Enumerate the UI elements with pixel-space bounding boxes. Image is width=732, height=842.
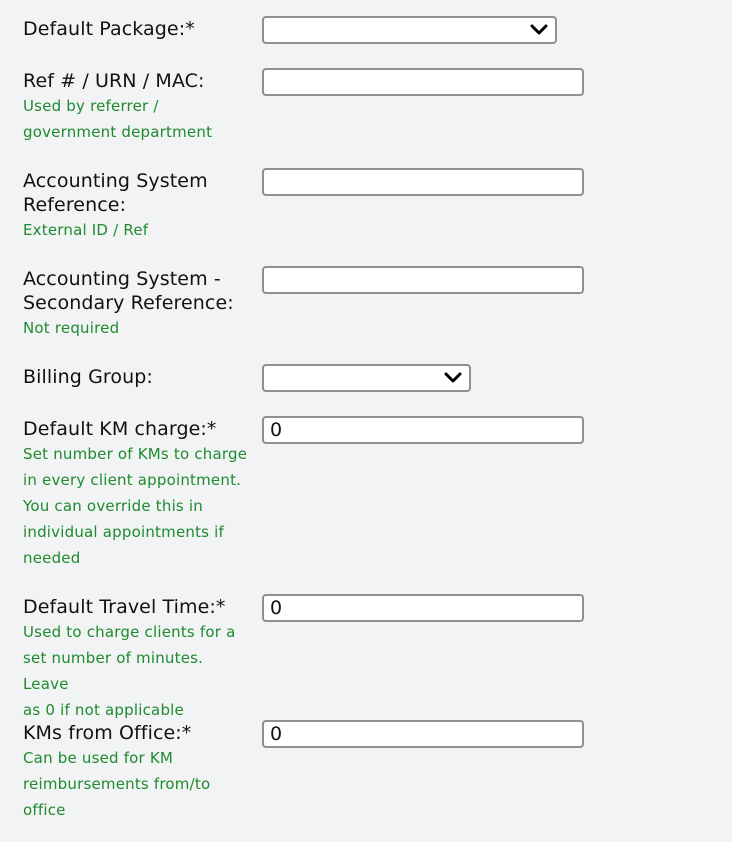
accounting-reference-label-group [23, 169, 248, 243]
chevron-down-icon [530, 22, 548, 38]
accounting-secondary-reference-help: Not required [23, 319, 120, 337]
default-km-charge-help-line3: You can override this in [23, 497, 203, 515]
ref-urn-mac-input[interactable] [262, 68, 584, 96]
kms-from-office-help-line1: Can be used for KM [23, 749, 174, 767]
default-package-select[interactable] [262, 16, 557, 44]
default-km-charge-label: Default KM charge:* [23, 418, 217, 440]
accounting-secondary-reference-input[interactable] [262, 266, 584, 294]
default-km-charge-help-line5: needed [23, 549, 81, 567]
default-travel-time-label: Default Travel Time:* [23, 596, 226, 618]
ref-urn-mac-label: Ref # / URN / MAC: [23, 70, 205, 92]
default-package-label-group [23, 17, 248, 41]
billing-group-select[interactable] [262, 364, 471, 392]
default-travel-time-help-line2: set number of minutes. Leave [23, 649, 204, 693]
ref-urn-mac-help-line1: Used by referrer / [23, 97, 159, 115]
default-km-charge-help-line4: individual appointments if [23, 523, 224, 541]
default-km-charge-help-line2: in every client appointment. [23, 471, 242, 489]
accounting-reference-label-line1: Accounting System [23, 170, 208, 192]
billing-group-label-group [23, 365, 248, 389]
accounting-reference-label-line2: Reference: [23, 194, 127, 216]
kms-from-office-help-line3: office [23, 801, 66, 819]
ref-urn-mac-help-line2: government department [23, 123, 213, 141]
default-km-charge-input[interactable] [262, 416, 584, 444]
accounting-secondary-reference-label-line1: Accounting System - [23, 268, 221, 290]
default-travel-time-label-group [23, 595, 248, 723]
kms-from-office-label-group [23, 721, 248, 823]
kms-from-office-input[interactable] [262, 720, 584, 748]
default-travel-time-input[interactable] [262, 594, 584, 622]
accounting-reference-input[interactable] [262, 168, 584, 196]
default-package-label: Default Package:* [23, 18, 195, 40]
default-travel-time-help-line1: Used to charge clients for a [23, 623, 236, 641]
billing-group-label: Billing Group: [23, 366, 153, 388]
accounting-secondary-reference-label-group [23, 267, 248, 341]
accounting-reference-help: External ID / Ref [23, 221, 149, 239]
ref-urn-mac-label-group [23, 69, 248, 145]
kms-from-office-label: KMs from Office:* [23, 722, 192, 744]
default-travel-time-help-line3: as 0 if not applicable [23, 701, 184, 719]
default-km-charge-label-group [23, 417, 248, 571]
chevron-down-icon [444, 370, 462, 386]
accounting-secondary-reference-label-line2: Secondary Reference: [23, 292, 234, 314]
default-km-charge-help-line1: Set number of KMs to charge [23, 445, 248, 463]
kms-from-office-help-line2: reimbursements from/to [23, 775, 211, 793]
